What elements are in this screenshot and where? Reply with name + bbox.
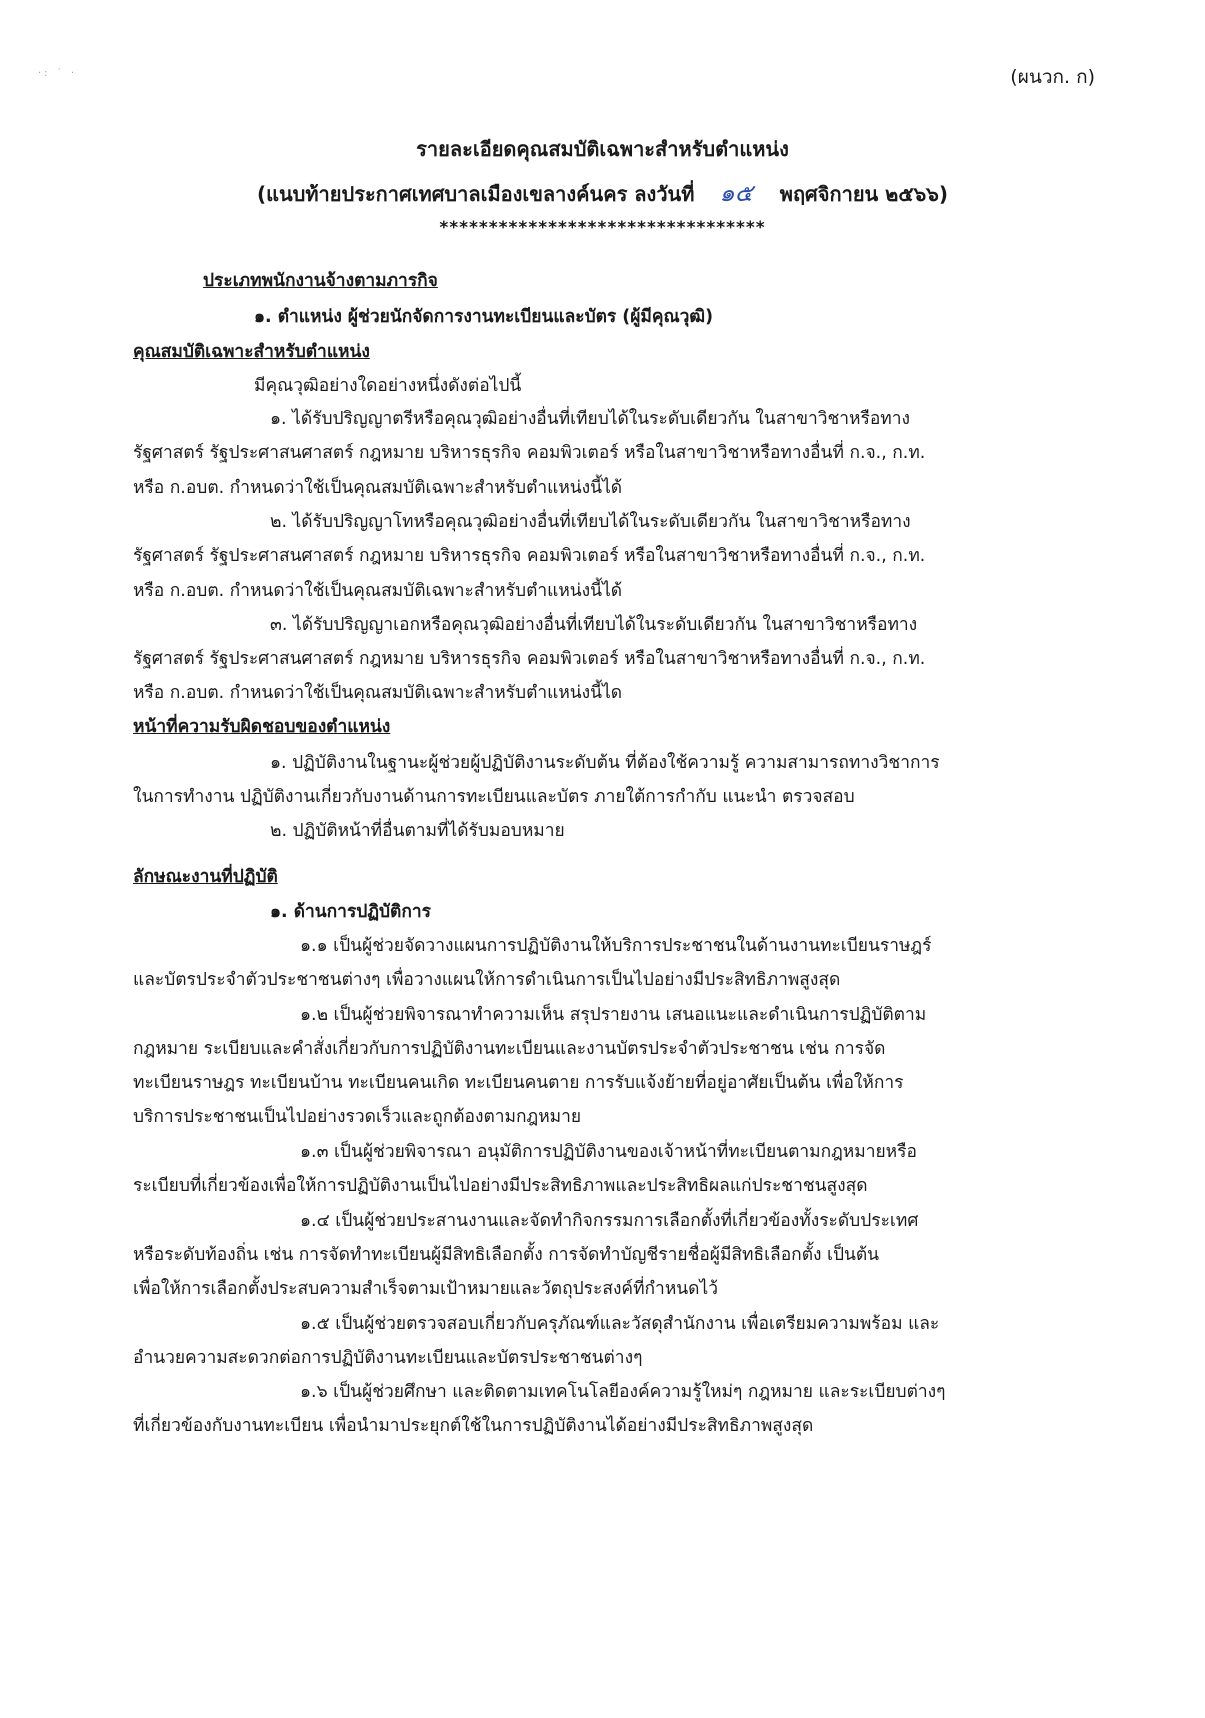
item-1-5-line-2: อำนวยความสะดวกต่อการปฏิบัติงานทะเบียนและบัตรประชาชนต่างๆ [133,1348,643,1368]
item-1-2-line-4: บริการประชาชนเป็นไปอย่างรวดเร็วและถูกต้องตามกฎหมาย [133,1107,582,1127]
qualification-3-line-1: ๓. ได้รับปริญญาเอกหรือคุณวุฒิอย่างอื่นที่เทียบได้ในระดับเดียวกัน ในสาขาวิชาหรือทาง [270,615,918,635]
position-title: ๑. ตำแหน่ง ผู้ช่วยนักจัดการงานทะเบียนและบัตร (ผู้มีคุณวุฒิ) [254,307,714,327]
operations-subheading: ๑. ด้านการปฏิบัติการ [270,902,431,922]
item-1-3-line-1: ๑.๓ เป็นผู้ช่วยพิจารณา อนุมัติการปฏิบัติงานของเจ้าหน้าที่ทะเบียนตามกฎหมายหรือ [300,1142,917,1162]
qualification-1-line-1: ๑. ได้รับปริญญาตรีหรือคุณวุฒิอย่างอื่นที่เทียบได้ในระดับเดียวกัน ในสาขาวิชาหรือทาง [270,409,911,429]
item-1-2-line-3: ทะเบียนราษฎร ทะเบียนบ้าน ทะเบียนคนเกิด ทะเบียนคนตาย การรับแจ้งย้ายที่อยู่อาศัยเป็นต้น เพื่อให้การ [133,1073,904,1093]
qualification-3-line-2: รัฐศาสตร์ รัฐประศาสนศาสตร์ กฎหมาย บริหารธุรกิจ คอมพิวเตอร์ หรือในสาขาวิชาหรือทางอื่นที่ ก.จ., ก.ท. [133,649,926,669]
doc-subtitle [0,173,1205,212]
item-1-1-line-1: ๑.๑ เป็นผู้ช่วยจัดวางแผนการปฏิบัติงานให้บริการประชาชนในด้านงานทะเบียนราษฎร์ [300,936,932,956]
qualification-2-line-3: หรือ ก.อบต. กำหนดว่าใช้เป็นคุณสมบัติเฉพาะสำหรับตำแหน่งนี้ได้ [133,581,623,601]
item-1-5-line-1: ๑.๕ เป็นผู้ช่วยตรวจสอบเกี่ยวกับครุภัณฑ์และวัสดุสำนักงาน เพื่อเตรียมความพร้อม และ [300,1314,940,1334]
qualification-3-line-3: หรือ ก.อบต. กำหนดว่าใช้เป็นคุณสมบัติเฉพาะสำหรับตำแหน่งนี้ได [133,683,623,703]
employee-type-heading: ประเภทพนักงานจ้างตามภารกิจ [203,271,438,291]
item-1-3-line-2: ระเบียบที่เกี่ยวข้องเพื่อให้การปฏิบัติงานเป็นไปอย่างมีประสิทธิภาพและประสิทธิผลแก่ประชาชนสูงสุด [133,1176,868,1196]
handwritten-day: ๑๕ [719,179,753,207]
separator-stars: ********************************* [439,218,766,238]
item-1-2-line-2: กฎหมาย ระเบียบและคำสั่งเกี่ยวกับการปฏิบัติงานทะเบียนและงานบัตรประจำตัวประชาชน เช่น การจัด [133,1039,886,1059]
qualification-2-line-2: รัฐศาสตร์ รัฐประศาสนศาสตร์ กฎหมาย บริหารธุรกิจ คอมพิวเตอร์ หรือในสาขาวิชาหรือทางอื่นที่ ก.จ., ก.ท. [133,546,926,566]
scan-artifact: ·: ˙ · [38,68,78,79]
duties-heading: หน้าที่ความรับผิดชอบของตำแหน่ง [133,717,391,737]
annex-reference: (ผนวก. ก) [1010,66,1095,88]
duty-1-line-1: ๑. ปฏิบัติงานในฐานะผู้ช่วยผู้ปฏิบัติงานระดับต้น ที่ต้องใช้ความรู้ ความสามารถทางวิชาการ [270,753,940,773]
duty-1-line-2: ในการทำงาน ปฏิบัติงานเกี่ยวกับงานด้านการทะเบียนและบัตร ภายใต้การกำกับ แนะนำ ตรวจสอบ [133,787,855,807]
subtitle-prefix: (แนบท้ายประกาศเทศบาลเมืองเขลางค์นคร ลงวันที่ [256,182,695,206]
item-1-4-line-1: ๑.๔ เป็นผู้ช่วยประสานงานและจัดทำกิจกรรมการเลือกตั้งที่เกี่ยวข้องทั้งระดับประเทศ [300,1211,919,1231]
qualifications-heading: คุณสมบัติเฉพาะสำหรับตำแหน่ง [133,342,370,362]
item-1-6-line-1: ๑.๖ เป็นผู้ช่วยศึกษา และติดตามเทคโนโลยีองค์ความรู้ใหม่ๆ กฎหมาย และระเบียบต่างๆ [300,1382,946,1402]
subtitle-suffix: พฤศจิกายน ๒๕๖๖) [779,182,949,206]
doc-title: รายละเอียดคุณสมบัติเฉพาะสำหรับตำแหน่ง [416,137,789,161]
item-1-1-line-2: และบัตรประจำตัวประชาชนต่างๆ เพื่อวางแผนให้การดำเนินการเป็นไปอย่างมีประสิทธิภาพสูงสุด [133,970,841,990]
item-1-2-line-1: ๑.๒ เป็นผู้ช่วยพิจารณาทำความเห็น สรุปรายงาน เสนอแนะและดำเนินการปฏิบัติตาม [300,1005,927,1025]
qualification-1-line-2: รัฐศาสตร์ รัฐประศาสนศาสตร์ กฎหมาย บริหารธุรกิจ คอมพิวเตอร์ หรือในสาขาวิชาหรือทางอื่นที่ ก.จ., ก.ท. [133,443,926,463]
item-1-4-line-3: เพื่อให้การเลือกตั้งประสบความสำเร็จตามเป้าหมายและวัตถุประสงค์ที่กำหนดไว้ [133,1279,718,1299]
duty-2: ๒. ปฏิบัติหน้าที่อื่นตามที่ได้รับมอบหมาย [270,821,565,841]
item-1-6-line-2: ที่เกี่ยวข้องกับงานทะเบียน เพื่อนำมาประยุกต์ใช้ในการปฏิบัติงานได้อย่างมีประสิทธิภาพสูงสุด [133,1416,814,1436]
work-characteristics-heading: ลักษณะงานที่ปฏิบัติ [133,867,278,887]
qualification-1-line-3: หรือ ก.อบต. กำหนดว่าใช้เป็นคุณสมบัติเฉพาะสำหรับตำแหน่งนี้ได้ [133,478,623,498]
item-1-4-line-2: หรือระดับท้องถิ่น เช่น การจัดทำทะเบียนผู้มีสิทธิเลือกตั้ง การจัดทำบัญชีรายชื่อผู้มีสิทธิเลือกตั้ง เป็นต้น [133,1245,880,1265]
qualification-2-line-1: ๒. ได้รับปริญญาโทหรือคุณวุฒิอย่างอื่นที่เทียบได้ในระดับเดียวกัน ในสาขาวิชาหรือทาง [270,512,911,532]
qualifications-intro: มีคุณวุฒิอย่างใดอย่างหนึ่งดังต่อไปนี้ [254,376,522,396]
